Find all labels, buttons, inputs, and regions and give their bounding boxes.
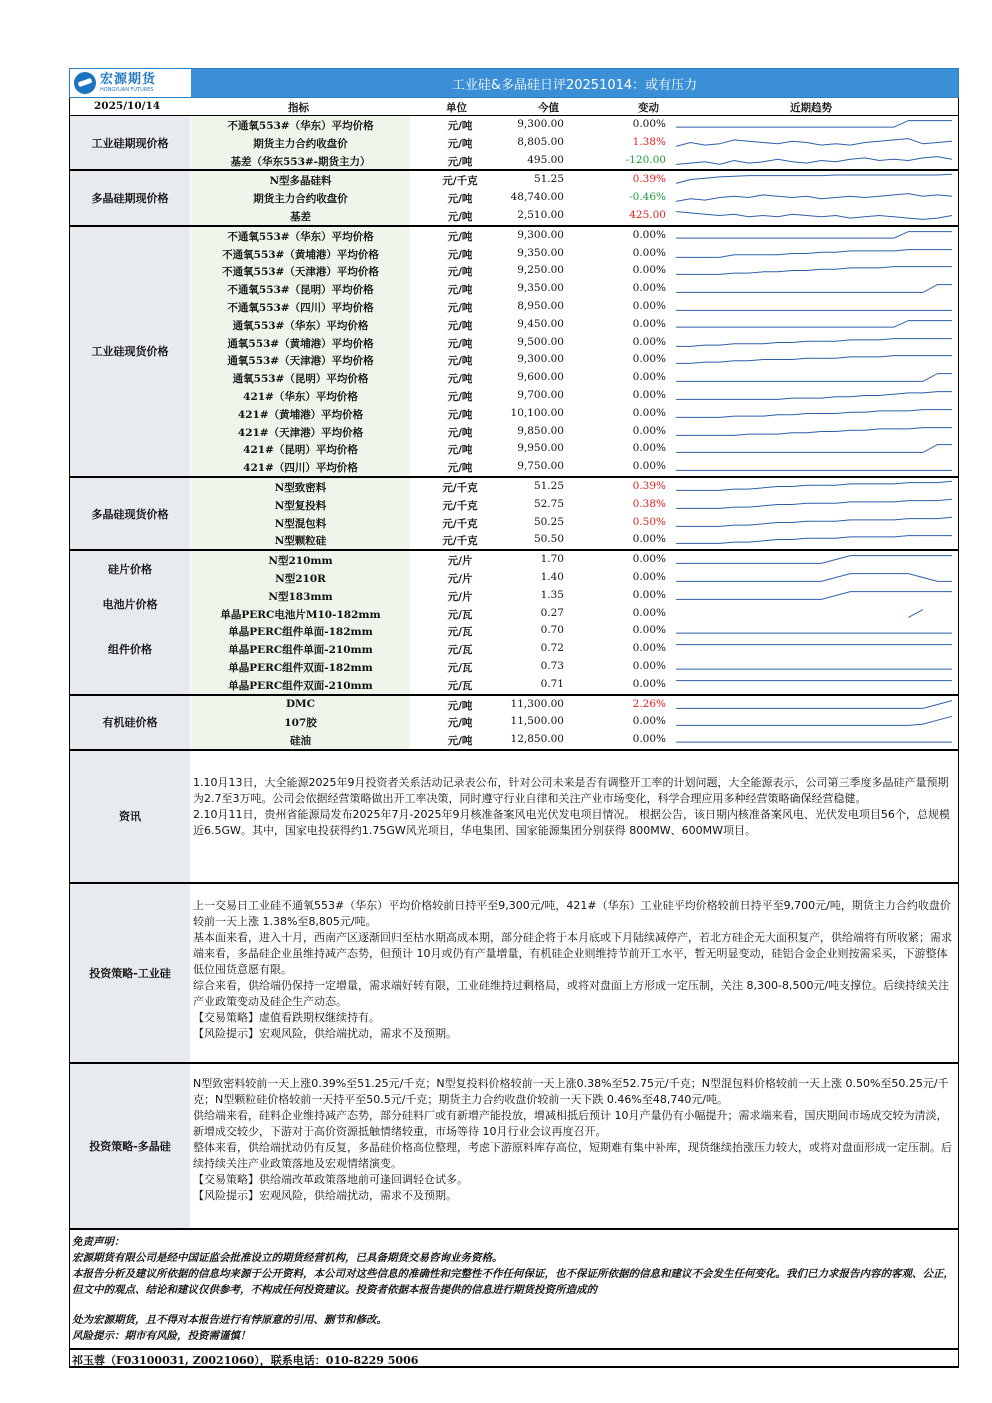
- section-sublabel: 硅片价格: [108, 563, 152, 577]
- trend-sparkline: [674, 153, 954, 168]
- change-cell: 0.00%: [632, 228, 666, 241]
- unit-cell: 元/吨: [447, 155, 473, 168]
- trend-sparkline: [674, 135, 954, 150]
- change-cell: 1.38%: [632, 135, 666, 148]
- unit-cell: 元/千克: [442, 175, 478, 188]
- unit-header: 单位: [446, 102, 467, 114]
- value-cell: 9,450.00: [517, 317, 564, 330]
- table-row: [70, 640, 958, 658]
- strategy-si-section: [69, 884, 959, 1064]
- table-row: [70, 351, 958, 369]
- trend-line: [676, 194, 952, 202]
- report-header: [69, 68, 959, 98]
- strategy-si-fundamentals: 基本面来看，进入十月，西南产区逐渐回归至枯水期高成本期，部分硅企将于本月底或下月陆续减停产，若北方硅企无大面积复产，供给端将有所收紧；需求端来看，多晶硅企业虽维持减产态势，但预计 10月或仍有产量增量，有机硅企业则维持节前开工水平，暂无明显变动，硅铝合金企业则按需采买，下游整体低位囤货意愿有限。: [193, 930, 952, 976]
- trend-sparkline: [674, 532, 954, 547]
- change-cell: 0.00%: [632, 460, 666, 473]
- unit-cell: 元/吨: [447, 444, 473, 457]
- change-cell: 0.39%: [632, 479, 666, 492]
- unit-cell: 元/瓦: [447, 661, 473, 674]
- change-header: 变动: [638, 102, 659, 114]
- table-row: [70, 134, 958, 152]
- indicator-header: 指标: [288, 102, 309, 114]
- value-cell: 51.25: [533, 173, 564, 186]
- change-cell: 0.00%: [632, 317, 666, 330]
- price-section: [69, 478, 959, 551]
- value-cell: 0.72: [540, 642, 564, 655]
- table-row: [70, 316, 958, 334]
- section-label: 多晶硅现货价格: [70, 478, 190, 549]
- value-cell: 12,850.00: [510, 733, 564, 746]
- change-cell: 0.00%: [632, 371, 666, 384]
- unit-cell: 元/吨: [447, 717, 473, 730]
- indicator-name: 不通氧553#（华东）平均价格: [227, 120, 374, 132]
- value-cell: 51.25: [533, 479, 564, 492]
- indicator-name: 不通氧553#（黄埔港）平均价格: [222, 248, 379, 261]
- change-cell: 0.00%: [632, 659, 666, 672]
- unit-cell: 元/吨: [447, 301, 473, 314]
- trend-line: [676, 356, 952, 364]
- table-row: [70, 478, 958, 496]
- indicator-name: 通氧553#（昆明）平均价格: [232, 373, 369, 386]
- value-cell: 10,100.00: [510, 406, 564, 419]
- unit-cell: 元/吨: [447, 120, 473, 132]
- news-item-2: 2.10月11日，贵州省能源局发布2025年7月-2025年9月核准备案风电光伏发电项目情况。 根据公告，该日期内核准备案风电、光伏发电项目56个，总规模近6.5GW。其中，国家电投获得约1.75GW风光项目，华电集团、国家能源集团分别获得 800MW、600MW项目。: [193, 807, 950, 837]
- table-row: [70, 405, 958, 423]
- trend-sparkline: [674, 552, 954, 567]
- table-row: [70, 531, 958, 549]
- value-cell: 9,350.00: [517, 282, 564, 295]
- section-label: 多晶硅期现价格: [70, 171, 190, 224]
- table-row: [70, 171, 958, 189]
- table-row: [70, 658, 958, 676]
- value-cell: 2,510.00: [517, 208, 564, 221]
- change-cell: 0.00%: [632, 335, 666, 348]
- change-cell: -120.00: [625, 153, 666, 166]
- trend-sparkline: [674, 606, 954, 621]
- unit-cell: 元/吨: [447, 390, 473, 403]
- table-row: [70, 713, 958, 731]
- unit-cell: 元/吨: [447, 355, 473, 368]
- value-cell: 50.25: [533, 515, 564, 528]
- change-cell: 0.00%: [632, 299, 666, 312]
- column-header-row: [69, 98, 959, 116]
- disclaimer-line-2: 本报告分析及建议所依据的信息均来源于公开资料，本公司对这些信息的准确性和完整性不作任何保证，也不保证所依据的信息和建议不会发生任何变化。我们已力求报告内容的客观、公正，但文中的观点、结论和建议仅供参考，不构成任何投资建议。投资者依据本报告提供的信息进行期货投资所造成的: [72, 1267, 954, 1296]
- report-title: 工业硅&多晶硅日评20251014：或有压力: [191, 69, 958, 97]
- table-row: [70, 622, 958, 640]
- trend-line: [676, 249, 952, 257]
- indicator-name: N型183mm: [268, 590, 333, 603]
- change-cell: 0.00%: [632, 282, 666, 295]
- news-label: 资讯: [70, 751, 190, 882]
- indicator-name: DMC: [285, 697, 316, 710]
- unit-cell: 元/片: [447, 590, 473, 603]
- value-cell: 1.70: [540, 553, 564, 566]
- value-header: 今值: [538, 102, 559, 114]
- indicator-name: 通氧553#（华东）平均价格: [232, 319, 369, 332]
- unit-cell: 元/吨: [447, 210, 473, 223]
- trend-sparkline: [674, 246, 954, 261]
- trend-line: [676, 536, 952, 544]
- trend-line: [676, 156, 952, 164]
- change-cell: 0.00%: [632, 588, 666, 601]
- disclaimer-line-4: 风险提示：期市有风险，投资需谨慎！: [72, 1329, 251, 1342]
- indicator-name: 不通氧553#（四川）平均价格: [227, 301, 374, 314]
- value-cell: 0.73: [540, 659, 564, 672]
- trend-sparkline: [674, 172, 954, 187]
- value-cell: 8,805.00: [517, 135, 564, 148]
- trend-sparkline: [674, 352, 954, 367]
- change-cell: 0.00%: [632, 553, 666, 566]
- table-row: [70, 207, 958, 225]
- table-row: [70, 423, 958, 441]
- indicator-name: 通氧553#（天津港）平均价格: [227, 355, 374, 368]
- change-cell: 0.38%: [632, 497, 666, 510]
- unit-cell: 元/吨: [447, 337, 473, 350]
- value-cell: 9,600.00: [517, 371, 564, 384]
- news-section: [69, 751, 959, 884]
- indicator-name: 不通氧553#（华东）平均价格: [227, 230, 374, 243]
- table-row: [70, 152, 958, 170]
- trend-line: [676, 427, 952, 435]
- indicator-name: 通氧553#（黄埔港）平均价格: [227, 337, 374, 350]
- trend-sparkline: [674, 406, 954, 421]
- indicator-name: N型混包料: [274, 517, 327, 530]
- trend-line: [676, 121, 952, 128]
- change-cell: 0.39%: [632, 173, 666, 186]
- company-logo: [70, 69, 190, 97]
- unit-cell: 元/吨: [447, 462, 473, 475]
- trend-line: [676, 591, 952, 599]
- strategy-poly-trade: 【交易策略】供给端改革政策落地前可逢回调轻仓试多。: [193, 1172, 468, 1186]
- value-cell: 9,300.00: [517, 353, 564, 366]
- indicator-name: 107胶: [284, 717, 317, 730]
- trend-sparkline: [674, 117, 954, 132]
- unit-cell: 元/千克: [442, 499, 478, 512]
- indicator-name: 单晶PERC组件双面-210mm: [228, 679, 373, 692]
- trend-line: [676, 409, 952, 417]
- trend-sparkline: [674, 228, 954, 243]
- table-row: [70, 227, 958, 245]
- trend-sparkline: [674, 263, 954, 278]
- table-row: [70, 569, 958, 587]
- analyst-contact: 祁玉蓉（F03100031, Z0021060），联系电话：010-8229 5006: [69, 1350, 959, 1368]
- trend-sparkline: [674, 299, 954, 314]
- change-cell: 0.00%: [632, 533, 666, 546]
- change-cell: 0.00%: [632, 715, 666, 728]
- indicator-name: 基差（华东553#-期货主力）: [230, 155, 371, 168]
- trend-line: [676, 574, 952, 582]
- strategy-poly-section: [69, 1064, 959, 1230]
- table-row: [70, 731, 958, 749]
- unit-cell: 元/吨: [447, 319, 473, 332]
- trend-line: [676, 138, 952, 146]
- change-cell: 0.00%: [632, 264, 666, 277]
- table-row: [70, 369, 958, 387]
- indicator-name: 期货主力合约收盘价: [253, 193, 348, 206]
- trend-sparkline: [674, 497, 954, 512]
- news-item-1: 1.10月13日，大全能源2025年9月投资者关系活动记录表公布，针对公司未来是否有调整开工率的计划问题，大全能源表示，公司第三季度多晶硅产量预期为2.7至3万吨。公司会依据经营策略做出开工率决策，同时遵守行业自律和关注产业市场变化，科学合理应用多种经营策略确保经营稳健。: [193, 775, 949, 805]
- trend-line: [908, 609, 923, 617]
- section-sublabel: 组件价格: [108, 643, 152, 657]
- trend-sparkline: [674, 515, 954, 530]
- strategy-poly-risk: 【风险提示】宏观风险，供给端扰动，需求不及预期。: [193, 1188, 457, 1202]
- value-cell: 1.35: [540, 588, 564, 601]
- table-row: [70, 440, 958, 458]
- indicator-name: 421#（天津港）平均价格: [237, 426, 364, 439]
- unit-cell: 元/瓦: [447, 679, 473, 692]
- strategy-poly-summary: N型致密料较前一天上涨0.39%至51.25元/千克；N型复投料价格较前一天上涨0.38%至52.75元/千克；N型混包料价格较前一天上涨 0.50%至50.25元/千克；N型颗粒硅价格较前一天持平至50.5元/千克；期货主力合约收盘价较前一天下跌 0.46%至48,740元/吨。: [193, 1076, 949, 1106]
- trend-header: 近期趋势: [790, 102, 832, 114]
- trend-sparkline: [674, 588, 954, 603]
- trend-sparkline: [674, 281, 954, 296]
- strategy-poly-label: 投资策略-多晶硅: [70, 1064, 190, 1228]
- change-cell: 0.00%: [632, 246, 666, 259]
- price-section: [69, 171, 959, 226]
- value-cell: 9,300.00: [517, 118, 564, 130]
- table-row: [70, 387, 958, 405]
- indicator-name: N型210mm: [268, 555, 333, 568]
- change-cell: 0.00%: [632, 606, 666, 619]
- trend-line: [676, 517, 952, 526]
- unit-cell: 元/千克: [442, 517, 478, 530]
- value-cell: 1.40: [540, 570, 564, 583]
- unit-cell: 元/吨: [447, 699, 473, 712]
- value-cell: 9,500.00: [517, 335, 564, 348]
- unit-cell: 元/瓦: [447, 626, 473, 639]
- table-row: [70, 605, 958, 623]
- trend-sparkline: [674, 659, 954, 674]
- unit-cell: 元/吨: [447, 373, 473, 386]
- indicator-name: 421#（华东）平均价格: [243, 390, 358, 403]
- strategy-si-conclusion: 综合来看，供给端仍保持一定增量，需求端好转有限，工业硅维持过剩格局，或将对盘面上方形成一定压制，关注 8,300-8,500元/吨支撑位。后续持续关注产业政策变动及硅企生产动态。: [193, 978, 950, 1008]
- unit-cell: 元/千克: [442, 481, 478, 494]
- change-cell: 0.00%: [632, 624, 666, 637]
- trend-sparkline: [674, 388, 954, 403]
- change-cell: 2.26%: [632, 697, 666, 710]
- price-section: [69, 227, 959, 478]
- logo-icon: [74, 72, 96, 94]
- disclaimer-line-3: 处为宏源期货，且不得对本报告进行有悖原意的引用、删节和修改。: [72, 1313, 387, 1326]
- value-cell: 9,950.00: [517, 442, 564, 455]
- table-row: [70, 676, 958, 694]
- change-cell: 0.50%: [632, 515, 666, 528]
- trend-sparkline: [674, 317, 954, 332]
- value-cell: 9,750.00: [517, 460, 564, 473]
- trend-line: [676, 700, 952, 708]
- trend-sparkline: [674, 714, 954, 729]
- trend-sparkline: [674, 190, 954, 205]
- change-cell: 0.00%: [632, 388, 666, 401]
- unit-cell: 元/吨: [447, 735, 473, 748]
- indicator-name: 421#（四川）平均价格: [243, 462, 358, 475]
- trend-line: [676, 320, 952, 327]
- trend-line: [676, 212, 952, 220]
- value-cell: 0.70: [540, 624, 564, 637]
- value-cell: 0.27: [540, 606, 564, 619]
- table-row: [70, 496, 958, 514]
- indicator-name: 基差: [290, 210, 311, 223]
- indicator-name: 单晶PERC组件单面-182mm: [228, 626, 373, 639]
- unit-cell: 元/吨: [447, 230, 473, 243]
- strategy-si-trade: 【交易策略】虚值看跌期权继续持有。: [193, 1010, 380, 1024]
- trend-sparkline: [674, 441, 954, 456]
- change-cell: 425.00: [629, 208, 666, 221]
- trend-line: [676, 338, 952, 346]
- trend-sparkline: [674, 424, 954, 439]
- indicator-name: N型多晶硅料: [269, 175, 332, 188]
- trend-sparkline: [674, 459, 954, 474]
- value-cell: 50.50: [533, 533, 564, 546]
- strategy-si-risk: 【风险提示】宏观风险，供给端扰动，需求不及预期。: [193, 1026, 457, 1040]
- trend-sparkline: [674, 677, 954, 692]
- value-cell: 9,300.00: [517, 228, 564, 241]
- value-cell: 9,850.00: [517, 424, 564, 437]
- table-row: [70, 696, 958, 714]
- indicator-name: 硅油: [290, 735, 311, 748]
- value-cell: 0.71: [540, 677, 564, 690]
- indicator-name: 421#（黄埔港）平均价格: [237, 408, 364, 421]
- unit-cell: 元/瓦: [447, 608, 473, 621]
- change-cell: 0.00%: [632, 570, 666, 583]
- table-row: [70, 116, 958, 134]
- trend-line: [676, 499, 952, 508]
- unit-cell: 元/吨: [447, 284, 473, 297]
- strategy-si-label: 投资策略-工业硅: [70, 884, 190, 1062]
- strategy-poly-supply-demand: 供给端来看，硅料企业维持减产态势，部分硅料厂或有新增产能投放，增减相抵后预计 10月产量仍有小幅提升；需求端来看，国庆期间市场成交较为清淡，新增成交较少，下游对于高价资源抵触情绪较重，市场等待 10月行业会议再度召开。: [193, 1108, 948, 1138]
- change-cell: -0.46%: [629, 191, 666, 204]
- price-section: [69, 116, 959, 171]
- price-section: [69, 696, 959, 751]
- table-row: [70, 514, 958, 532]
- value-cell: 11,300.00: [510, 697, 564, 710]
- section-label: 工业硅期现价格: [70, 116, 190, 169]
- unit-cell: 元/瓦: [447, 644, 473, 657]
- change-cell: 0.00%: [632, 424, 666, 437]
- indicator-name: 单晶PERC电池片M10-182mm: [220, 608, 381, 621]
- section-label: 工业硅现货价格: [70, 227, 190, 476]
- change-cell: 0.00%: [632, 642, 666, 655]
- change-cell: 0.00%: [632, 677, 666, 690]
- unit-cell: 元/吨: [447, 426, 473, 439]
- trend-line: [676, 556, 952, 564]
- trend-line: [676, 231, 952, 238]
- date-header: 2025/10/14: [94, 100, 161, 112]
- change-cell: 0.00%: [632, 442, 666, 455]
- change-cell: 0.00%: [632, 118, 666, 130]
- indicator-name: 不通氧553#（昆明）平均价格: [227, 284, 374, 297]
- trend-sparkline: [674, 335, 954, 350]
- value-cell: 52.75: [533, 497, 564, 510]
- table-row: [70, 262, 958, 280]
- trend-line: [676, 445, 952, 453]
- trend-sparkline: [674, 641, 954, 656]
- trend-sparkline: [674, 570, 954, 585]
- trend-line: [676, 285, 952, 293]
- trend-line: [676, 175, 952, 184]
- trend-line: [676, 374, 952, 382]
- indicator-name: 421#（昆明）平均价格: [243, 444, 358, 457]
- value-cell: 9,250.00: [517, 264, 564, 277]
- indicator-name: 单晶PERC组件单面-210mm: [228, 644, 373, 657]
- value-cell: 495.00: [527, 153, 564, 166]
- unit-cell: 元/吨: [447, 266, 473, 279]
- report-page: [69, 68, 959, 1368]
- value-cell: 11,500.00: [510, 715, 564, 728]
- indicator-name: N型复投料: [274, 499, 327, 512]
- unit-cell: 元/吨: [447, 193, 473, 206]
- indicator-name: N型致密料: [274, 481, 327, 494]
- indicator-name: 不通氧553#（天津港）平均价格: [222, 266, 379, 279]
- table-row: [70, 298, 958, 316]
- disclaimer: [69, 1230, 959, 1350]
- value-cell: 8,950.00: [517, 299, 564, 312]
- strategy-si-summary: 上一交易日工业硅不通氧553#（华东）平均价格较前日持平至9,300元/吨，421#（华东）工业硅平均价格较前日持平至9,700元/吨，期货主力合约收盘价较前一天上涨 1.38%至8,805元/吨。: [193, 898, 951, 928]
- trend-line: [676, 392, 952, 400]
- trend-sparkline: [674, 732, 954, 747]
- indicator-name: N型颗粒硅: [274, 535, 327, 548]
- section-label: 有机硅价格: [70, 696, 190, 749]
- trend-sparkline: [674, 697, 954, 712]
- indicator-name: 期货主力合约收盘价: [253, 137, 348, 150]
- strategy-poly-conclusion: 整体来看，供给端扰动仍有反复，多晶硅价格高位整理，考虑下游原料库存高位，短期难有集中补库，现货继续抬涨压力较大，或将对盘面形成一定压制。后续持续关注产业政策落地及宏观情绪演变。: [193, 1140, 952, 1170]
- table-row: [70, 551, 958, 569]
- trend-sparkline: [674, 208, 954, 223]
- value-cell: 9,350.00: [517, 246, 564, 259]
- change-cell: 0.00%: [632, 353, 666, 366]
- trend-line: [676, 717, 952, 726]
- value-cell: 48,740.00: [510, 191, 564, 204]
- trend-sparkline: [674, 479, 954, 494]
- indicator-name: N型210R: [275, 572, 326, 585]
- unit-cell: 元/吨: [447, 248, 473, 261]
- trend-line: [676, 267, 952, 275]
- table-row: [70, 280, 958, 298]
- unit-cell: 元/千克: [442, 535, 478, 548]
- table-row: [70, 587, 958, 605]
- price-tables: [69, 116, 959, 751]
- price-section: [69, 551, 959, 695]
- table-row: [70, 189, 958, 207]
- unit-cell: 元/片: [447, 572, 473, 585]
- trend-line: [676, 481, 952, 490]
- trend-sparkline: [674, 623, 954, 638]
- disclaimer-line-1: 宏源期货有限公司是经中国证监会批准设立的期货经营机构，已具备期货交易咨询业务资格。: [72, 1251, 503, 1264]
- unit-cell: 元/吨: [447, 137, 473, 150]
- table-row: [70, 334, 958, 352]
- section-sublabel: 电池片价格: [102, 598, 158, 612]
- disclaimer-title: 免责声明：: [72, 1235, 125, 1248]
- change-cell: 0.00%: [632, 733, 666, 746]
- value-cell: 9,700.00: [517, 388, 564, 401]
- table-row: [70, 458, 958, 476]
- unit-cell: 元/吨: [447, 408, 473, 421]
- indicator-name: 单晶PERC组件双面-182mm: [228, 661, 373, 674]
- logo-cn: 宏源期货: [100, 72, 157, 87]
- table-row: [70, 245, 958, 263]
- unit-cell: 元/片: [447, 555, 473, 568]
- change-cell: 0.00%: [632, 406, 666, 419]
- trend-sparkline: [674, 370, 954, 385]
- logo-en: HONGYUAN FUTURES: [100, 87, 154, 93]
